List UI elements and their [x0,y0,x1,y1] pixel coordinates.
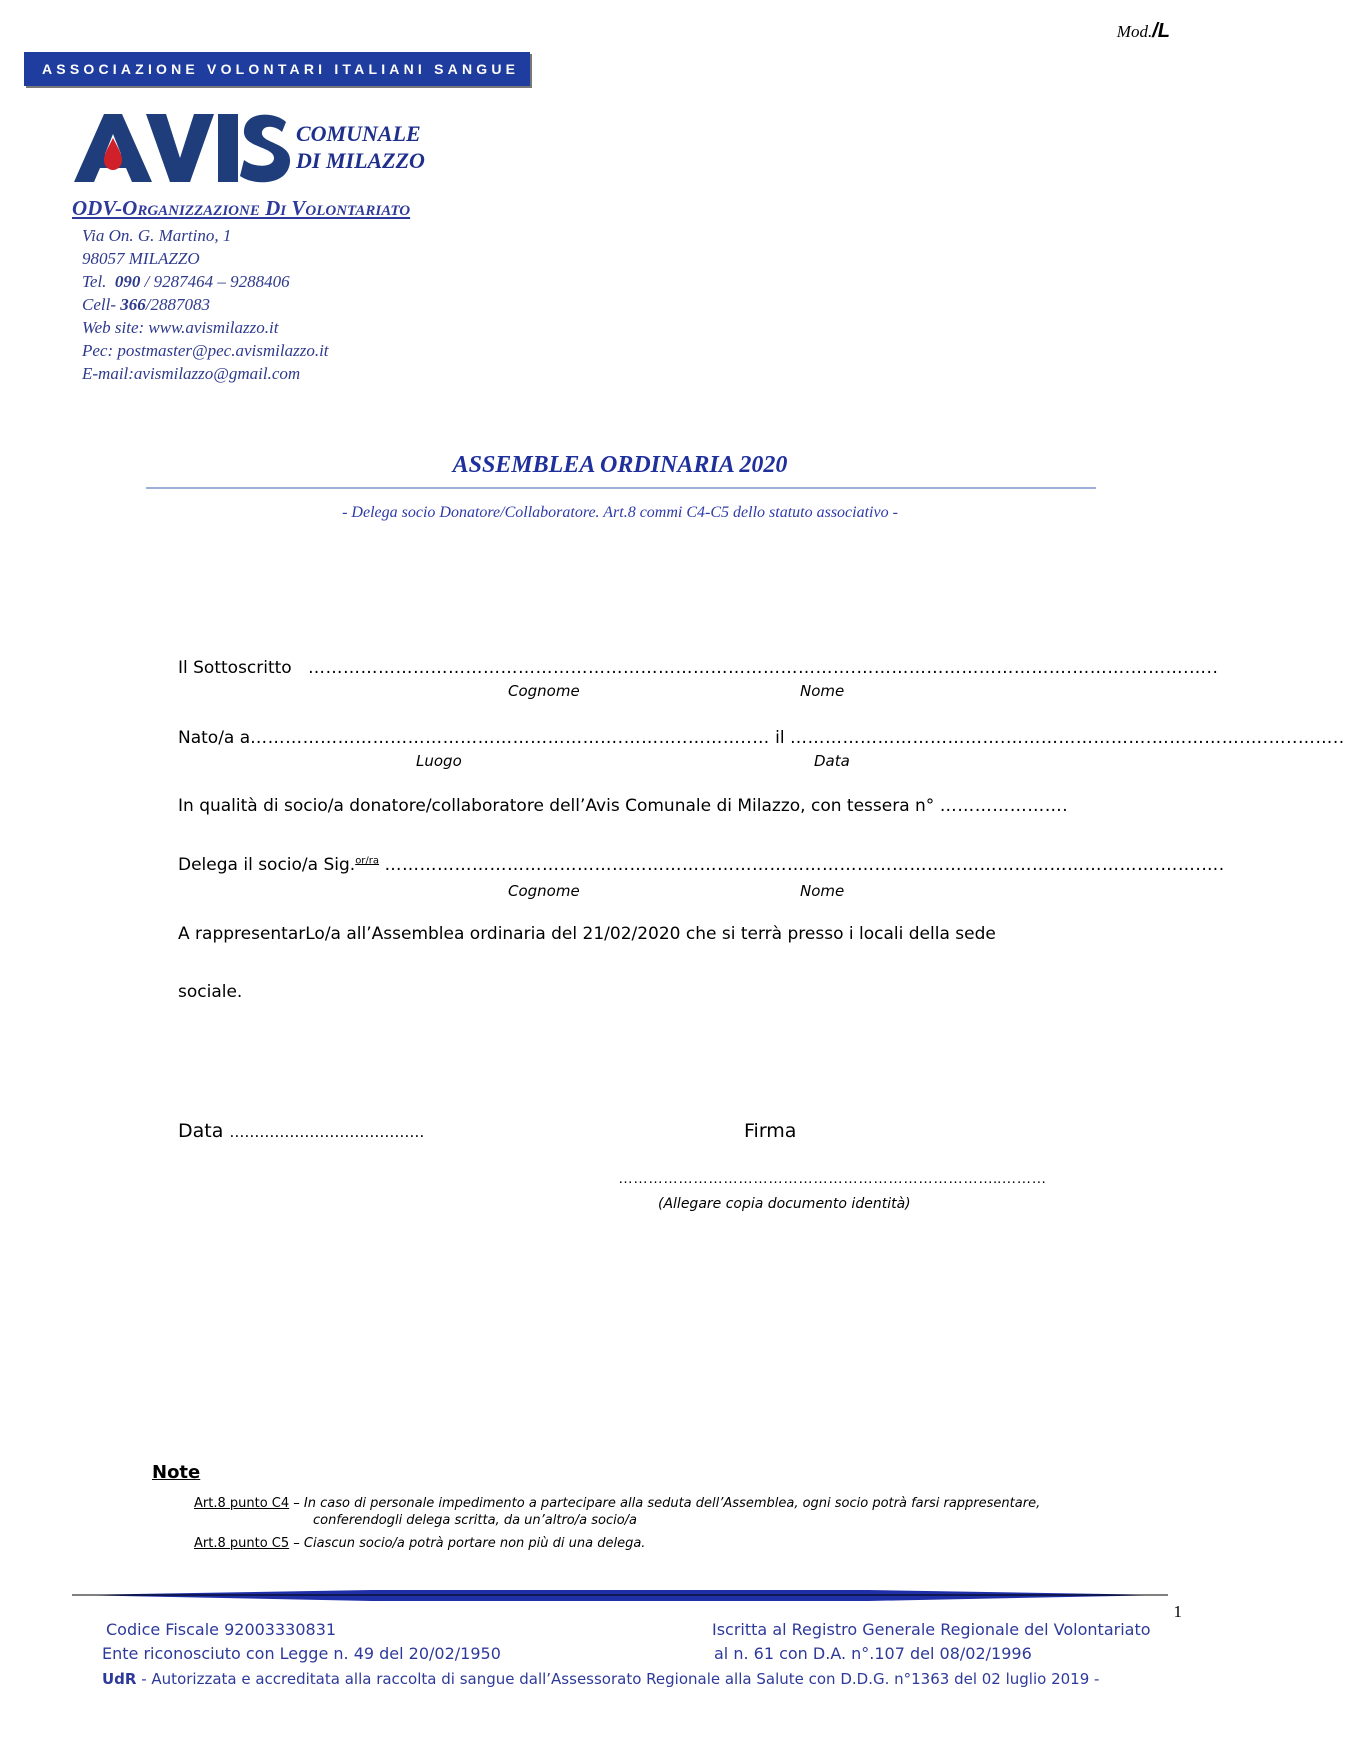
firma-field[interactable]: …………………………………………………………………..……… [618,1170,1047,1187]
note-c5-text: – Ciascun socio/a potrà portare non più di una delega. [289,1536,646,1551]
note-c4-ref: Art.8 punto C4 [194,1496,290,1511]
tel-prefix: 090 [114,272,141,291]
avis-logo [70,108,290,188]
delegato-field[interactable]: …………………………………………………………………………………………………………………….…….…. [384,855,1225,875]
address-tel [82,270,329,293]
codice-fiscale: Codice Fiscale 92003330831 [106,1620,337,1639]
page-number: 1 [1173,1602,1182,1621]
comunale-heading [296,120,425,174]
document-subtitle: - Delega socio Donatore/Collaboratore. Art.8 commi C4-C5 dello statuto associativo - [342,504,898,521]
udr-label: UdR [102,1670,137,1688]
firma-label: Firma [744,1120,797,1142]
note-c4-text2: conferendogli delega scritta, da un’altro/a socio/a [313,1513,638,1528]
rappresentare-line: A rappresentarLo/a all’Assemblea ordinaria del 21/02/2020 che si terrà presso i locali della sede [178,924,996,944]
nato-label: Nato/a a [178,728,251,748]
il-label: il [775,728,785,748]
note-c4-cont [313,1513,637,1528]
odv-heading: ODV-Organizzazione Di Volontariato [72,196,411,220]
data-firma-row [178,1120,424,1142]
model-prefix: Mod. [1116,22,1153,41]
ente-riconosciuto: Ente riconosciuto con Legge n. 49 del 20/02/1950 [102,1644,501,1663]
association-banner: ASSOCIAZIONE VOLONTARI ITALIANI SANGUE [24,52,530,86]
notes-title: Note [152,1462,201,1483]
cognome-caption-2: Cognome [508,882,580,900]
delega-line [178,855,1225,875]
nome-caption-1: Nome [800,682,845,700]
signature-data-label: Data [178,1120,224,1142]
luogo-caption: Luogo [416,752,462,770]
data-nascita-field[interactable]: ……………………………….…………………….…………….….…..…….. [789,728,1345,748]
cell-number: /2887083 [145,295,210,314]
title-divider [146,487,1096,489]
note-c4 [194,1496,1040,1511]
tel-label: Tel. [82,272,107,291]
sociale-line: sociale. [178,982,243,1002]
document-title: ASSEMBLEA ORDINARIA 2020 [452,452,788,478]
note-c4-text: – In caso di personale impedimento a partecipare alla seduta dell’Assemblea, ogni socio potrà farsi rappresentare, [289,1496,1041,1511]
address-web: Web site: www.avismilazzo.it [82,318,279,337]
delega-sup: or/ra [355,855,380,867]
model-code [1117,20,1170,43]
delega-label: Delega il socio/a Sig. [178,855,356,875]
qualita-text: In qualità di socio/a donatore/collaboratore dell’Avis Comunale di Milazzo, con tessera n° [178,796,935,816]
address-street: Via On. G. Martino, 1 [82,226,232,245]
address-pec: Pec: postmaster@pec.avismilazzo.it [82,341,329,360]
comunale-line1: COMUNALE [296,121,421,146]
address-block [82,224,329,385]
note-c5-ref: Art.8 punto C5 [194,1536,290,1551]
tel-numbers: / 9287464 – 9288406 [144,272,290,291]
note-c5 [194,1536,645,1551]
cognome-caption-1: Cognome [508,682,580,700]
footer-divider [72,1588,1168,1602]
data-caption: Data [814,752,850,770]
iscrizione-numero: al n. 61 con D.A. n°.107 del 08/02/1996 [714,1644,1032,1663]
cell-prefix: 366 [120,295,146,314]
sottoscritto-field[interactable]: ………………………………………………………………………………….……………………………….……….……….….. [307,658,1219,678]
address-city: 98057 MILAZZO [82,249,200,268]
luogo-field[interactable]: ……………………………………………………….………..………..… [250,728,770,748]
sottoscritto-line [178,658,1218,678]
udr-line [102,1670,1099,1688]
comunale-line2: DI MILAZZO [296,148,425,173]
iscritta-registro: Iscritta al Registro Generale Regionale del Volontariato [712,1620,1151,1639]
avis-logo-graphic [70,108,290,188]
model-letter: /L [1152,20,1170,42]
address-cell [82,293,329,316]
address-email: E-mail:avismilazzo@gmail.com [82,364,301,383]
qualita-line [178,796,1068,816]
cell-label: Cell- [82,295,116,314]
nome-caption-2: Nome [800,882,845,900]
udr-text: - Autorizzata e accreditata alla raccolta di sangue dall’Assessorato Regionale alla Salute con D.D.G. n°1363 del 02 luglio 2019 - [136,1670,1100,1688]
tessera-field[interactable]: …………………. [939,796,1069,816]
nato-line [178,728,1345,748]
sottoscritto-label: Il Sottoscritto [178,658,292,678]
allegare-note: (Allegare copia documento identità) [658,1196,911,1212]
signature-data-field[interactable]: ………………………………… [229,1123,425,1141]
